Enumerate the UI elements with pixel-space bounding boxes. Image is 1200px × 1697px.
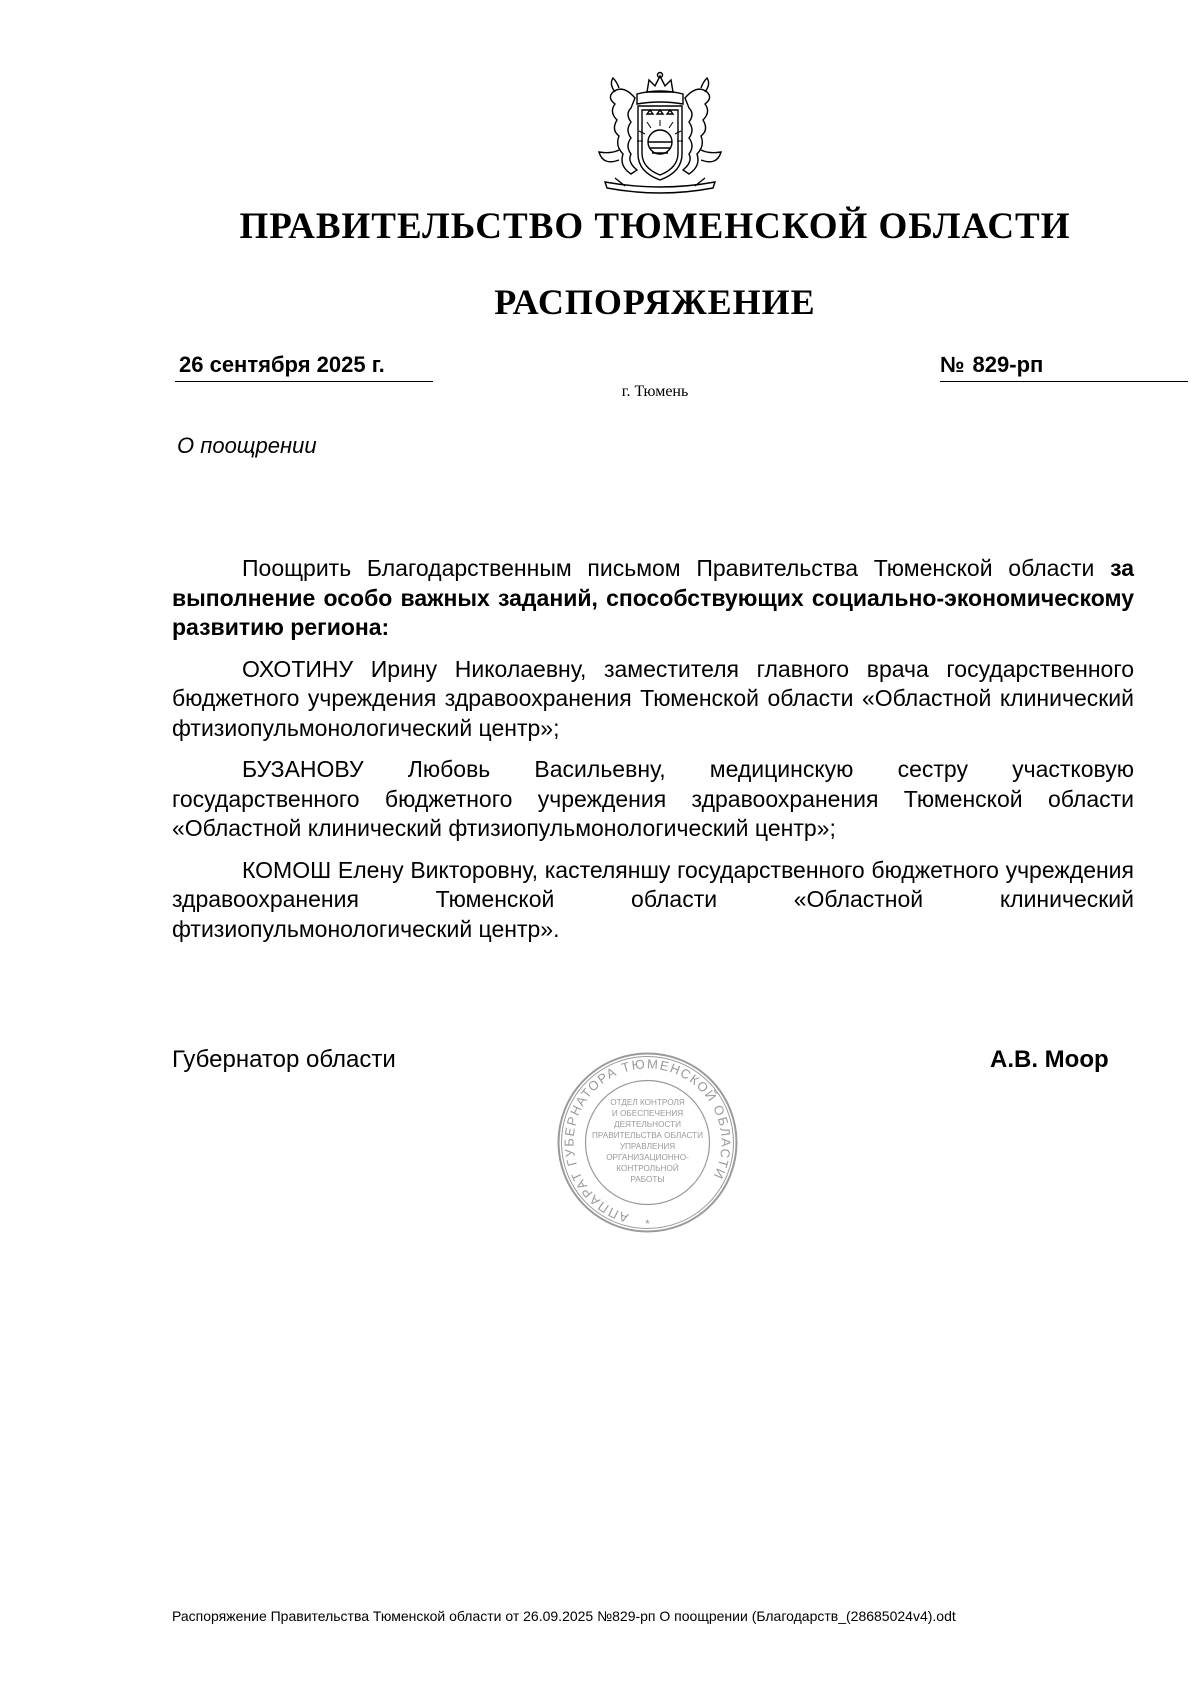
svg-text:ОТДЕЛ КОНТРОЛЯ: ОТДЕЛ КОНТРОЛЯ — [610, 1098, 685, 1107]
svg-text:ДЕЯТЕЛЬНОСТИ: ДЕЯТЕЛЬНОСТИ — [614, 1120, 681, 1129]
coat-of-arms-emblem — [585, 70, 735, 200]
document-type-title: РАСПОРЯЖЕНИЕ — [494, 282, 816, 322]
official-seal-stamp — [555, 1050, 740, 1235]
signatory-name: А.В. Моор — [990, 1046, 1109, 1073]
award-item: ОХОТИНУ Ирину Николаевну, заместителя главного врача государственного бюджетного учреждения здравоохранения Тюменской области «Областной клинический фтизиопульмонологический центр»; — [172, 655, 1134, 741]
document-number-field — [940, 352, 1188, 382]
svg-text:ПРАВИТЕЛЬСТВА ОБЛАСТИ: ПРАВИТЕЛЬСТВА ОБЛАСТИ — [591, 1131, 704, 1140]
document-number: 829-рп — [972, 352, 1044, 377]
intro-paragraph — [172, 554, 1134, 643]
document-date: 26 сентября 2025 г. — [175, 352, 433, 382]
document-city: г. Тюмень — [621, 383, 689, 400]
svg-text:КОНТРОЛЬНОЙ: КОНТРОЛЬНОЙ — [616, 1164, 679, 1173]
svg-text:УПРАВЛЕНИЯ: УПРАВЛЕНИЯ — [619, 1142, 676, 1151]
document-footer: Распоряжение Правительства Тюменской области от 26.09.2025 №829-рп О поощрении (Благодарств_(28685024v4).odt — [172, 1608, 956, 1624]
organization-title: ПРАВИТЕЛЬСТВО ТЮМЕНСКОЙ ОБЛАСТИ — [239, 206, 1071, 247]
intro-text: Поощрить Благодарственным письмом Правительства Тюменской области — [242, 555, 1111, 581]
svg-text:И ОБЕСПЕЧЕНИЯ: И ОБЕСПЕЧЕНИЯ — [611, 1109, 684, 1118]
svg-text:РАБОТЫ: РАБОТЫ — [630, 1175, 665, 1184]
svg-text:*: * — [645, 1217, 650, 1231]
signatory-title: Губернатор области — [172, 1046, 396, 1073]
document-body — [172, 554, 1134, 956]
svg-text:ОРГАНИЗАЦИОННО-: ОРГАНИЗАЦИОННО- — [606, 1153, 689, 1162]
svg-text:АППАРАТ ГУБЕРНАТОРА ТЮМЕНСКОЙ: АППАРАТ ГУБЕРНАТОРА ТЮМЕНСКОЙ ОБЛАСТИ — [561, 1056, 734, 1226]
document-subject: О поощрении — [177, 433, 317, 458]
intro-bold-text: за выполнение особо важных заданий, способствующих социально-экономическому развитию региона: — [172, 555, 1134, 640]
number-sign: № — [940, 352, 965, 377]
award-item: КОМОШ Елену Викторовну, кастеляншу государственного бюджетного учреждения здравоохранения Тюменской области «Областной клинический фтизиопульмонологический центр». — [172, 856, 1134, 942]
award-item: БУЗАНОВУ Любовь Васильевну, медицинскую сестру участковую государственного бюджетного учреждения здравоохранения Тюменской области «Областной клинический фтизиопульмонологический центр»; — [172, 756, 1134, 841]
